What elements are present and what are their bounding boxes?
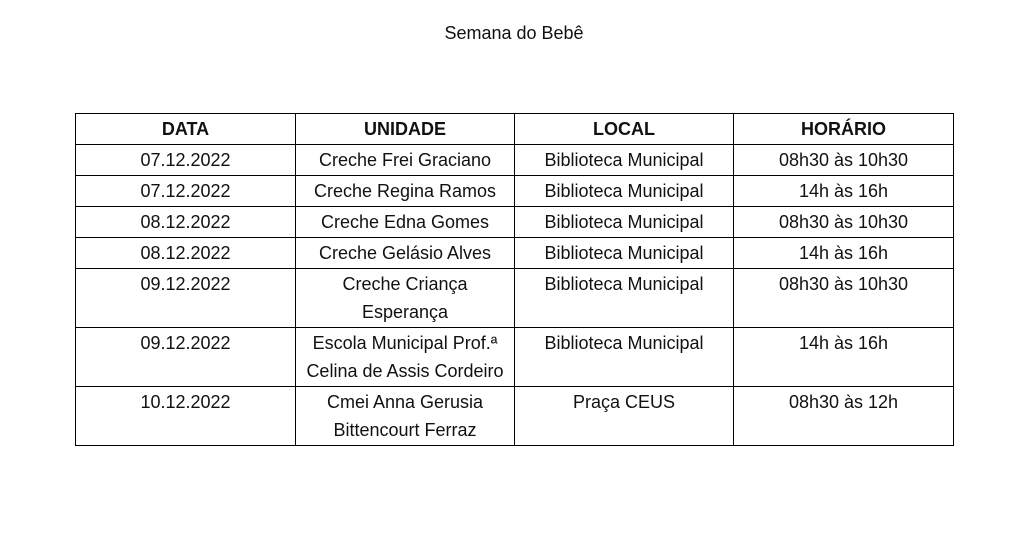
cell-local: Biblioteca Municipal bbox=[515, 269, 734, 328]
cell-unidade: Escola Municipal Prof.ª Celina de Assis Cordeiro bbox=[296, 328, 515, 387]
table-header-row bbox=[76, 114, 954, 145]
cell-horario: 08h30 às 10h30 bbox=[734, 145, 954, 176]
cell-unidade: Creche Edna Gomes bbox=[296, 207, 515, 238]
cell-unidade: Creche Gelásio Alves bbox=[296, 238, 515, 269]
cell-horario: 08h30 às 12h bbox=[734, 387, 954, 446]
cell-horario: 14h às 16h bbox=[734, 328, 954, 387]
schedule-table bbox=[75, 113, 954, 446]
table-row bbox=[76, 387, 954, 446]
cell-local: Biblioteca Municipal bbox=[515, 176, 734, 207]
cell-local: Biblioteca Municipal bbox=[515, 145, 734, 176]
column-header-horario: HORÁRIO bbox=[734, 114, 954, 145]
cell-local: Biblioteca Municipal bbox=[515, 328, 734, 387]
table-row bbox=[76, 176, 954, 207]
cell-horario: 08h30 às 10h30 bbox=[734, 269, 954, 328]
cell-unidade: Creche Criança Esperança bbox=[296, 269, 515, 328]
cell-data: 09.12.2022 bbox=[76, 269, 296, 328]
cell-horario: 14h às 16h bbox=[734, 238, 954, 269]
table-row bbox=[76, 328, 954, 387]
cell-data: 08.12.2022 bbox=[76, 238, 296, 269]
cell-data: 09.12.2022 bbox=[76, 328, 296, 387]
cell-data: 08.12.2022 bbox=[76, 207, 296, 238]
column-header-unidade: UNIDADE bbox=[296, 114, 515, 145]
table-row bbox=[76, 269, 954, 328]
column-header-data: DATA bbox=[76, 114, 296, 145]
table-row bbox=[76, 145, 954, 176]
cell-local: Praça CEUS bbox=[515, 387, 734, 446]
cell-unidade: Creche Frei Graciano bbox=[296, 145, 515, 176]
table-row bbox=[76, 207, 954, 238]
cell-unidade: Cmei Anna Gerusia Bittencourt Ferraz bbox=[296, 387, 515, 446]
cell-unidade: Creche Regina Ramos bbox=[296, 176, 515, 207]
cell-local: Biblioteca Municipal bbox=[515, 207, 734, 238]
cell-data: 07.12.2022 bbox=[76, 176, 296, 207]
cell-horario: 14h às 16h bbox=[734, 176, 954, 207]
cell-data: 10.12.2022 bbox=[76, 387, 296, 446]
column-header-local: LOCAL bbox=[515, 114, 734, 145]
cell-data: 07.12.2022 bbox=[76, 145, 296, 176]
table-row bbox=[76, 238, 954, 269]
cell-local: Biblioteca Municipal bbox=[515, 238, 734, 269]
cell-horario: 08h30 às 10h30 bbox=[734, 207, 954, 238]
document-title: Semana do Bebê bbox=[444, 23, 584, 43]
